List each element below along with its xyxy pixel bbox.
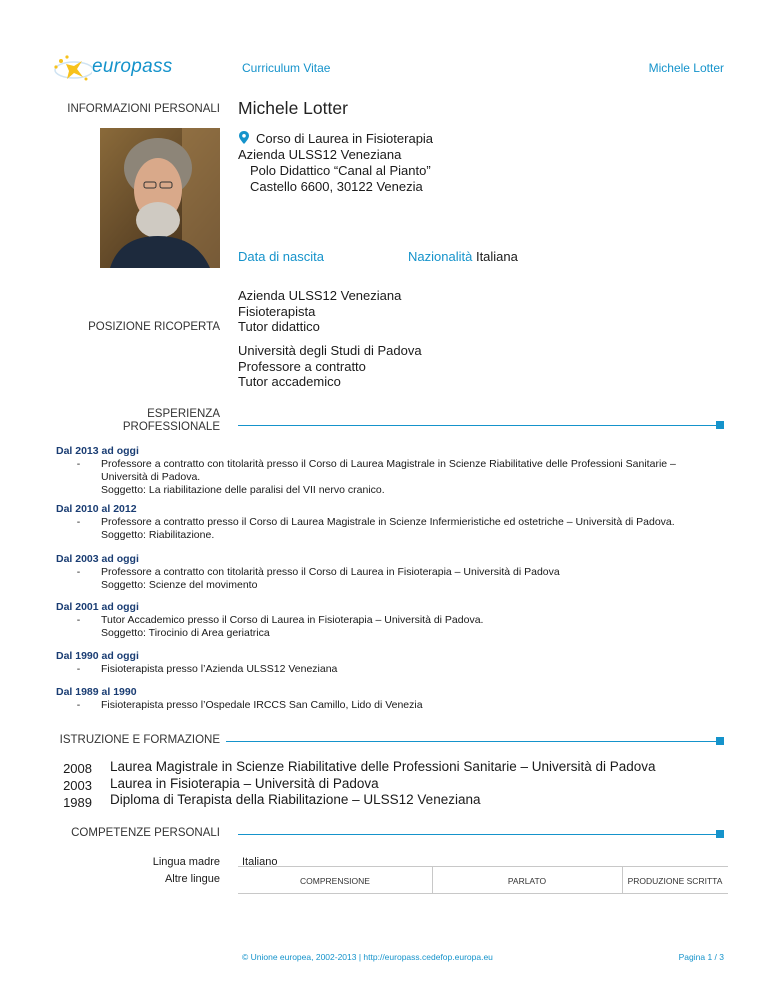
experience-description: Professore a contratto con titolarità presso il Corso di Laurea in Fisioterapia – Università di Padova [101, 566, 560, 578]
experience-date: Dal 2013 ad oggi [56, 445, 139, 457]
education-year: 2008 [63, 761, 92, 776]
position-group-ulss [238, 288, 401, 335]
address-line: Polo Didattico “Canal al Pianto” [250, 163, 431, 178]
europass-star-icon [52, 52, 92, 86]
position-line: Tutor didattico [238, 319, 320, 334]
address-block [238, 131, 433, 195]
nationality-value: Italiana [475, 249, 518, 264]
nationality-label: Nazionalità [408, 249, 473, 264]
experience-date: Dal 2001 ad oggi [56, 601, 139, 613]
experience-date: Dal 2003 ad oggi [56, 553, 139, 565]
experience-subject: Soggetto: Riabilitazione. [101, 529, 215, 541]
experience-item: Dal 1990 ad oggi - Fisioterapista presso l’Azienda ULSS12 Veneziana [56, 650, 736, 676]
position-line: Fisioterapista [238, 303, 316, 319]
skills-label: COMPETENZE PERSONALI [71, 827, 220, 839]
experience-description: Fisioterapista presso l’Ospedale IRCCS San Camillo, Lido di Venezia [101, 699, 423, 711]
position-line: Azienda ULSS12 Veneziana [238, 288, 402, 303]
person-name: Michele Lotter [238, 98, 348, 118]
education-titles [110, 759, 656, 809]
experience-description: Professore a contratto con titolarità presso il Corso di Laurea Magistrale in Scienze Riabilitative delle Professioni Sanitarie – [101, 458, 676, 470]
mother-tongue-value: Italiano [242, 856, 278, 868]
position-line: Professore a contratto [238, 358, 366, 374]
column-writing: PRODUZIONE SCRITTA [627, 876, 723, 886]
personal-info-label: INFORMAZIONI PERSONALI [67, 103, 220, 115]
divider-square [716, 421, 724, 429]
position-group-university [238, 343, 422, 390]
address-line: Corso di Laurea in Fisioterapia [238, 131, 433, 147]
experience-date: Dal 2010 al 2012 [56, 503, 137, 515]
birth-date-label: Data di nascita [238, 249, 324, 264]
experience-subject: Soggetto: La riabilitazione delle paralisi del VII nervo cranico. [101, 484, 385, 496]
location-pin-icon [238, 131, 250, 144]
document-title: Curriculum Vitae [242, 61, 331, 75]
address-line: Castello 6600, 30122 Venezia [250, 179, 423, 194]
experience-description: Fisioterapista presso l’Azienda ULSS12 Veneziana [101, 663, 338, 675]
page-number: Pagina 1 / 3 [678, 952, 724, 962]
position-line: Tutor accademico [238, 374, 341, 389]
education-title: Laurea in Fisioterapia – Università di Padova [110, 775, 379, 791]
experience-description: Università di Padova. [101, 471, 201, 483]
profile-photo [100, 128, 220, 268]
education-year: 1989 [63, 795, 92, 810]
section-divider [238, 425, 716, 426]
divider-square [716, 830, 724, 838]
experience-date: Dal 1989 al 1990 [56, 686, 137, 698]
other-languages-label: Altre lingue [164, 873, 220, 885]
education-year: 2003 [63, 778, 92, 793]
footer-copyright: © Unione europea, 2002-2013 | http://europass.cedefop.europa.eu [242, 952, 493, 962]
mother-tongue-label: Lingua madre [152, 856, 220, 868]
education-title: Laurea Magistrale in Scienze Riabilitative delle Professioni Sanitarie – Università di Padova [110, 759, 656, 774]
experience-item: Dal 2013 ad oggi - Professore a contratto con titolarità presso il Corso di Laurea Magistrale in Scienze Riabilitative delle Professioni Sanitarie – Università di Padova. Soggetto: La riabilitazione delle paralisi del VII nervo cranico. [56, 445, 736, 497]
experience-description: Professore a contratto presso il Corso di Laurea Magistrale in Scienze Infermieristiche ed ostetriche – Università di Padova. [101, 516, 675, 528]
europass-logo-text: europass [92, 56, 173, 77]
position-label: POSIZIONE RICOPERTA [88, 321, 220, 333]
section-divider [238, 834, 716, 835]
column-speaking: PARLATO [507, 876, 547, 886]
experience-date: Dal 1990 ad oggi [56, 650, 139, 662]
nationality [408, 249, 518, 264]
position-line: Università degli Studi di Padova [238, 343, 422, 358]
experience-subject: Soggetto: Scienze del movimento [101, 579, 258, 591]
experience-subject: Soggetto: Tirocinio di Area geriatrica [101, 627, 270, 639]
section-divider [226, 741, 716, 742]
experience-description: Tutor Accademico presso il Corso di Laurea in Fisioterapia – Università di Padova. [101, 614, 484, 626]
education-title: Diploma di Terapista della Riabilitazione – ULSS12 Veneziana [110, 792, 481, 807]
experience-label: ESPERIENZA PROFESSIONALE [122, 408, 220, 433]
column-comprehension: COMPRENSIONE [300, 876, 370, 886]
address-line: Azienda ULSS12 Veneziana [238, 147, 402, 162]
experience-item: Dal 1989 al 1990 - Fisioterapista presso l’Ospedale IRCCS San Camillo, Lido di Venezia [56, 686, 736, 712]
education-label: ISTRUZIONE E FORMAZIONE [59, 734, 220, 746]
education-years [56, 760, 92, 811]
experience-item: Dal 2003 ad oggi - Professore a contratto con titolarità presso il Corso di Laurea in Fisioterapia – Università di Padova Soggetto: Scienze del movimento [56, 553, 736, 592]
divider-square [716, 737, 724, 745]
experience-item: Dal 2010 al 2012 - Professore a contratto presso il Corso di Laurea Magistrale in Scienze Infermieristiche ed ostetriche – Università di Padova. Soggetto: Riabilitazione. [56, 503, 736, 542]
europass-logo [52, 52, 222, 86]
document-owner: Michele Lotter [648, 61, 724, 75]
experience-item: Dal 2001 ad oggi - Tutor Accademico presso il Corso di Laurea in Fisioterapia – Università di Padova. Soggetto: Tirocinio di Area geriatrica [56, 601, 736, 640]
language-table-header [238, 866, 728, 894]
